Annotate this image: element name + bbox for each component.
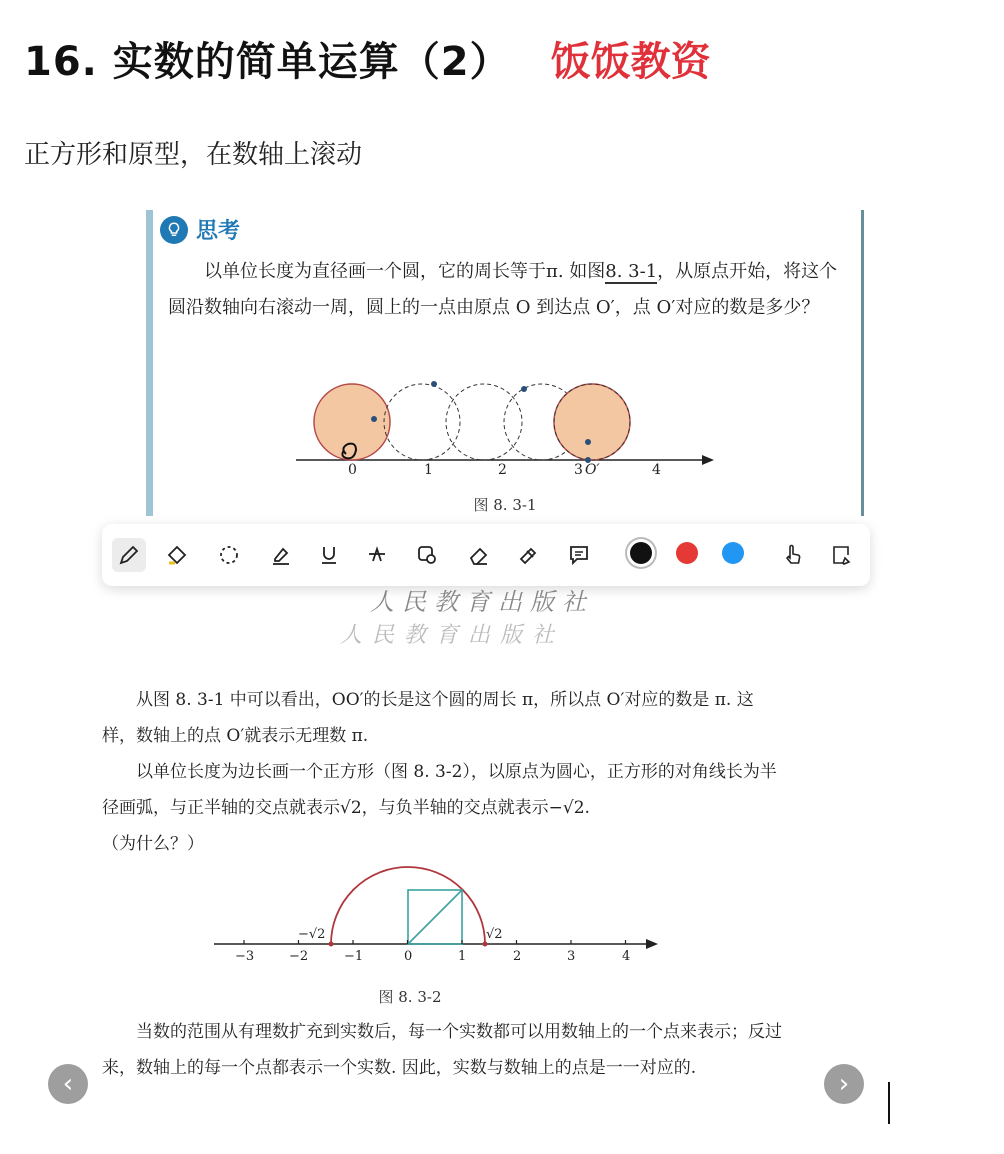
tick-label: −3 xyxy=(235,949,255,964)
rolling-circle-1 xyxy=(384,384,460,460)
pen-tool-button[interactable] xyxy=(112,538,146,572)
think-text xyxy=(168,254,848,326)
tick-label: 0 xyxy=(404,949,413,964)
circle-point xyxy=(521,386,527,392)
lightbulb-icon xyxy=(160,216,188,244)
paragraph: 从图 8. 3-1 中可以看出，OO′的长是这个圆的周长 π，所以点 O′对应的数是 π. 这样，数轴上的点 O′就表示无理数 π. xyxy=(102,690,754,746)
neg-sqrt2-point xyxy=(329,942,334,947)
body-text-block xyxy=(102,682,782,862)
edit-document-button[interactable] xyxy=(824,538,858,572)
comment-tool-button[interactable] xyxy=(562,538,596,572)
tick-label: 3 xyxy=(574,462,583,476)
circle-point xyxy=(431,381,437,387)
hand-pointer-icon xyxy=(781,543,805,567)
highlighter-tool-button[interactable] xyxy=(160,538,194,572)
tick-label: 3 xyxy=(567,949,576,964)
comment-icon xyxy=(567,543,591,567)
pos-sqrt2-point xyxy=(483,942,488,947)
tick-label: 2 xyxy=(498,462,507,476)
brush-eraser-icon xyxy=(517,543,541,567)
page-title: 16. 实数的简单运算（2） xyxy=(24,38,511,85)
color-red-swatch[interactable] xyxy=(676,542,698,564)
touch-mode-button[interactable] xyxy=(776,538,810,572)
underline-tool-button[interactable] xyxy=(312,538,346,572)
strikethrough-tool-button[interactable] xyxy=(360,538,394,572)
text-cursor xyxy=(888,1082,890,1124)
lasso-tool-button[interactable] xyxy=(212,538,246,572)
eraser-tool-button[interactable] xyxy=(462,538,496,572)
brand-name: 饭饭教资 xyxy=(550,38,711,85)
strikethrough-icon xyxy=(365,543,389,567)
square-diagonal xyxy=(408,890,462,944)
circle-point xyxy=(585,439,591,445)
rolling-circle-figure xyxy=(296,376,716,476)
paragraph: 当数的范围从有理数扩充到实数后，每一个实数都可以用数轴上的一个点来表示；反过来，数轴上的每一个点都表示一个实数. 因此，实数与数轴上的点是一一对应的. xyxy=(102,1022,782,1078)
chevron-left-icon: ‹ xyxy=(62,1069,74,1099)
marker-icon xyxy=(269,543,293,567)
tick-label: 2 xyxy=(513,949,522,964)
axis-arrow xyxy=(646,939,658,949)
shape-icon xyxy=(415,543,439,567)
lasso-icon xyxy=(217,543,241,567)
axis-arrow xyxy=(702,455,714,465)
figure-caption-8-3-1: 图 8. 3-1 xyxy=(473,496,537,514)
tick-label: −1 xyxy=(344,949,364,964)
page-subtitle: 正方形和原型，在数轴上滚动 xyxy=(24,140,363,170)
think-text-part1: 以单位长度为直径画一个圆，它的周长等于π. 如图 xyxy=(204,261,606,282)
title-row xyxy=(24,28,711,88)
color-black-swatch[interactable] xyxy=(630,542,652,564)
tick-label: 1 xyxy=(458,949,467,964)
underline-icon xyxy=(317,543,341,567)
highlighter-icon xyxy=(165,543,189,567)
tick-label: 4 xyxy=(622,949,631,964)
paragraph: （为什么？） xyxy=(102,834,204,854)
body-text-block xyxy=(102,1014,782,1086)
start-circle xyxy=(314,384,390,460)
chevron-right-icon: › xyxy=(838,1069,850,1099)
think-text-part2: ，从原点开始，将这个圆沿数轴向右滚动一周，圆上的一点由原点 O 到达点 O′，点 O′对应的数是多少？ xyxy=(168,261,838,318)
shape-tool-button[interactable] xyxy=(410,538,444,572)
clear-tool-button[interactable] xyxy=(512,538,546,572)
sqrt2-construction-figure xyxy=(210,862,670,972)
previous-page-button[interactable] xyxy=(48,1064,88,1104)
watermark-text: 人民教育出版社 xyxy=(340,623,565,648)
circle-point xyxy=(371,416,377,422)
think-title: 思考 xyxy=(196,218,241,244)
think-side-bar xyxy=(146,210,153,516)
color-blue-swatch[interactable] xyxy=(722,542,744,564)
figure-reference: 8. 3-1 xyxy=(605,261,658,282)
think-header xyxy=(160,214,240,245)
eraser-icon xyxy=(467,543,491,567)
neg-sqrt2-label: −√2 xyxy=(298,927,326,942)
pen-icon xyxy=(117,543,141,567)
watermark-text: 人民教育出版社 xyxy=(370,588,594,616)
o-prime-label: O′ xyxy=(585,462,600,476)
next-page-button[interactable] xyxy=(824,1064,864,1104)
annotation-toolbar xyxy=(102,524,870,586)
pos-sqrt2-label: √2 xyxy=(486,927,503,942)
figure-caption-8-3-2: 图 8. 3-2 xyxy=(378,988,442,1006)
tick-label: 0 xyxy=(348,462,357,476)
tick-label: −2 xyxy=(289,949,309,964)
tick-label: 4 xyxy=(652,462,661,476)
think-right-border xyxy=(861,210,864,516)
paragraph: 以单位长度为边长画一个正方形（图 8. 3-2），以原点为圆心，正方形的对角线长为半径画弧，与正半轴的交点就表示√2，与负半轴的交点就表示−√2. xyxy=(102,762,777,818)
edit-page-icon xyxy=(829,543,853,567)
rolling-circle-2 xyxy=(446,384,522,460)
marker-tool-button[interactable] xyxy=(264,538,298,572)
tick-label: 1 xyxy=(424,462,433,476)
